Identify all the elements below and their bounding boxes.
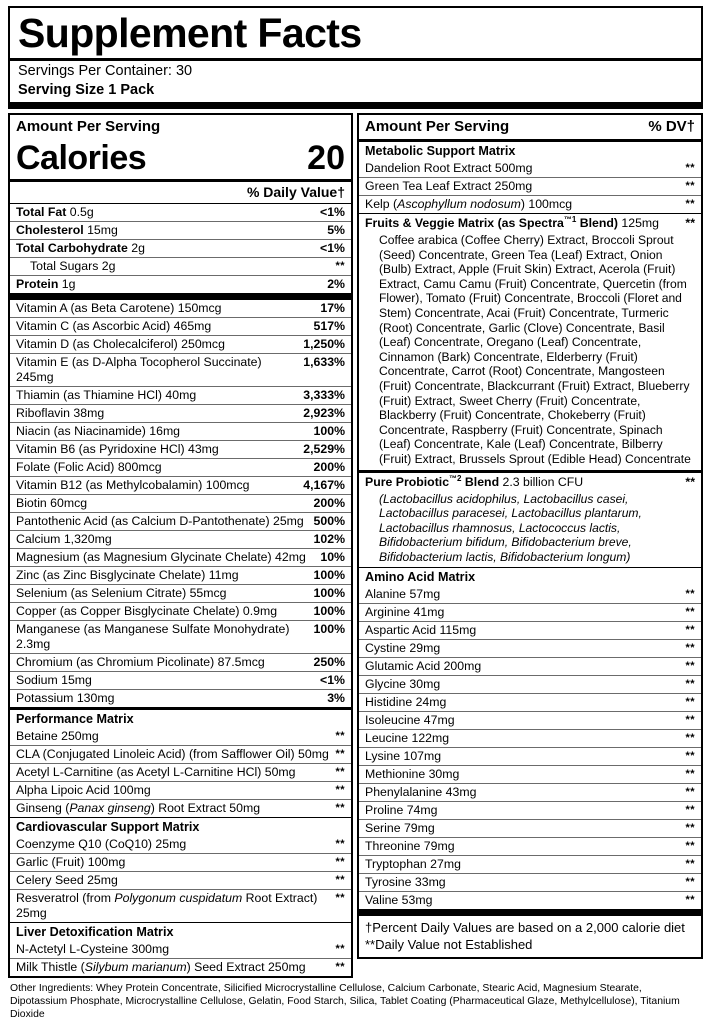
serving-size: Serving Size 1 Pack [18,82,155,98]
nutrient-daily-value: 2,923% [303,406,345,420]
nutrient-row [10,782,351,799]
nutrient-name: Tyrosine 33mg [365,875,446,890]
nutrient-name: CLA (Conjugated Linoleic Acid) (from Safflower Oil) 50mg [16,747,329,761]
nutrient-row [10,477,351,494]
right-column [357,113,703,959]
nutrient-daily-value: ** [685,198,695,210]
nutrient-name: Vitamin E (as D-Alpha Tocopherol Succinate) 245mg [16,355,262,384]
nutrient-row [10,336,351,353]
liver-matrix-title: Liver Detoxification Matrix [16,925,174,939]
nutrient-row [10,549,351,566]
nutrient-daily-value: ** [685,660,695,673]
nutrient-name: Celery Seed 25mg [16,873,118,887]
nutrient-name: Niacin (as Niacinamide) 16mg [16,424,181,438]
nutrient-daily-value: ** [685,822,695,835]
nutrient-daily-value: ** [685,876,695,889]
nutrient-name: Pantothenic Acid (as Calcium D-Pantothenate) 25mg [16,514,304,528]
nutrient-row [10,240,351,257]
nutrient-row [359,874,701,891]
nutrient-row [359,730,701,747]
fruits-veggie-matrix [359,214,701,470]
calories-row [10,139,351,179]
nutrient-name: Zinc (as Zinc Bisglycinate Chelate) 11mg [16,568,239,582]
calories-label: Calories [16,139,147,177]
nutrient-daily-value: ** [335,260,345,272]
nutrient-row [10,959,351,976]
amino-acid-list [359,586,701,909]
nutrient-row [10,405,351,422]
nutrient-name: Dandelion Root Extract 500mg [365,161,533,175]
nutrient-name: Aspartic Acid 115mg [365,623,477,638]
footnote-dv-not-established: **Daily Value not Established [365,937,533,953]
nutrient-row [359,640,701,657]
nutrient-row [10,513,351,530]
nutrient-daily-value: ** [335,748,345,760]
nutrient-row [10,621,351,653]
nutrient-name: Folate (Folic Acid) 800mcg [16,460,162,474]
nutrient-daily-value: ** [685,804,695,817]
header-bottom-bar [8,102,703,109]
nutrient-name: Magnesium (as Magnesium Glycinate Chelate) 42mg [16,550,306,564]
nutrient-row [10,585,351,602]
nutrient-daily-value: ** [685,786,695,799]
nutrient-daily-value: 2,529% [303,442,345,456]
nutrient-name: Acetyl L-Carnitine (as Acetyl L-Carnitine HCl) 50mg [16,765,296,779]
nutrient-daily-value: 500% [313,514,345,528]
nutrient-name: Manganese (as Manganese Sulfate Monohydrate) 2.3mg [16,622,290,651]
nutrient-name: Betaine 250mg [16,729,99,743]
nutrient-name: Vitamin B12 (as Methylcobalamin) 100mcg [16,478,250,492]
nutrient-daily-value: ** [685,696,695,709]
nutrient-row [359,694,701,711]
nutrient-daily-value: 3,333% [303,388,345,402]
nutrient-name: Resveratrol (from Polygonum cuspidatum Root Extract) 25mg [16,891,318,920]
nutrient-name: Tryptophan 27mg [365,857,461,872]
nutrient-name: Total Sugars 2g [30,259,116,273]
nutrient-daily-value: 5% [327,223,345,237]
macros-bottom-bar [10,293,351,300]
nutrient-daily-value: ** [335,856,345,868]
nutrient-row [359,178,701,195]
nutrient-daily-value: 102% [313,532,345,546]
nutrient-row [10,890,351,922]
nutrient-daily-value: ** [335,838,345,850]
nutrient-row [10,318,351,335]
nutrient-row [10,531,351,548]
nutrient-daily-value: 1,633% [303,355,345,369]
nutrient-row [359,622,701,639]
nutrient-name: Total Fat 0.5g [16,205,94,219]
cardio-matrix-list [10,836,351,922]
nutrient-daily-value: <1% [320,205,345,219]
nutrient-row [359,196,701,213]
nutrient-name: Methionine 30mg [365,767,460,782]
nutrient-row [10,258,351,275]
left-column [8,113,353,978]
nutrient-row [359,676,701,693]
nutrient-daily-value: 10% [320,550,345,564]
nutrient-daily-value: ** [685,180,695,192]
nutrient-name: Leucine 122mg [365,731,450,746]
nutrient-row [359,604,701,621]
nutrient-row [10,764,351,781]
nutrient-name: Potassium 130mg [16,691,115,705]
nutrient-row [359,892,701,909]
nutrient-daily-value: <1% [320,673,345,687]
nutrient-daily-value: ** [335,892,345,904]
nutrient-row [10,872,351,889]
nutrient-name: Arginine 41mg [365,605,445,620]
nutrient-row [10,300,351,317]
cardio-matrix-title: Cardiovascular Support Matrix [16,820,200,834]
nutrient-row [359,838,701,855]
nutrient-name: Proline 74mg [365,803,438,818]
nutrient-row [10,854,351,871]
nutrient-row [10,672,351,689]
footnote-daily-values: †Percent Daily Values are based on a 2,000 calorie diet [365,920,685,936]
right-dv-label: % DV† [648,118,695,135]
nutrient-name: Selenium (as Selenium Citrate) 55mcg [16,586,227,600]
nutrient-row [10,690,351,707]
nutrient-daily-value: ** [685,588,695,601]
right-amount-per-serving-header [359,115,701,139]
performance-matrix-title: Performance Matrix [16,712,134,726]
nutrient-daily-value: 200% [313,496,345,510]
nutrient-row [10,204,351,221]
nutrient-row [10,387,351,404]
fruits-veggie-title: Fruits & Veggie Matrix (as Spectra$^{™1}$ Blend) 125mg [365,214,660,230]
pure-probiotic-ingredients: (Lactobacillus acidophilus, Lactobacillus casei, Lactobacillus paracesei, Lactobacillus plantarum, Lactobacillus rhamnosus, Lactococcus lactis, Bifidobacterium bifidum, Bifidobacterium breve, Bifidobacterium lactis, Bifidobacterium longum) [379,491,642,564]
nutrient-row [359,748,701,765]
nutrient-daily-value: 100% [313,604,345,618]
nutrient-name: Lysine 107mg [365,749,442,764]
calories-value: 20 [307,139,345,177]
nutrient-row [10,941,351,958]
nutrient-daily-value: ** [335,802,345,814]
nutrient-daily-value: ** [685,162,695,174]
nutrient-name: Threonine 79mg [365,839,455,854]
nutrient-daily-value: <1% [320,241,345,255]
nutrient-row [10,800,351,817]
nutrient-daily-value: 517% [313,319,345,333]
fruits-veggie-daily-value: ** [685,216,695,230]
servings-per-container: Servings Per Container: 30 [18,63,193,79]
amino-bottom-bar [359,909,701,916]
nutrient-name: Alpha Lipoic Acid 100mg [16,783,151,797]
nutrient-row [359,802,701,819]
footnotes [359,916,701,957]
nutrient-row [359,856,701,873]
nutrient-row [10,222,351,239]
nutrient-daily-value: ** [335,784,345,796]
nutrient-daily-value: 4,167% [303,478,345,492]
liver-matrix-list [10,941,351,976]
nutrient-daily-value: 100% [313,424,345,438]
nutrient-daily-value: ** [335,766,345,778]
nutrient-row [359,712,701,729]
nutrient-name: Vitamin C (as Ascorbic Acid) 465mg [16,319,212,333]
pure-probiotic-header [359,473,701,491]
nutrient-name: Serine 79mg [365,821,435,836]
fruits-veggie-ingredients: Coffee arabica (Coffee Cherry) Extract, Broccoli Sprout (Seed) Concentrate, Green Tea (Leaf) Extract, Onion (Bulb) Extract, Apple (Fruit Skin) Extract, Acerola (Fruit) Extract, Camu Camu (Fruit) Concentrate, Quercetin (from Flower), Tomato (Fruit) Concentrate, Broccoli (Floret and Stem) Concentrate, Acai (Fruit) Concentrate, Turmeric (Root) Concentrate, Garlic (Clove) Concentrate, Basil (Leaf) Concentrate, Oregano (Leaf) Concentrate, Cinnamon (Bark) Concentrate, Elderberry (Fruit) Concentrate, Carrot (Root) Concentrate, Mangosteen (Fruit) Concentrate, Blackcurrant (Fruit) Extract, Blueberry (Fruit) Extract, Sweet Cherry (Fruit) Concentrate, Blackberry (Fruit) Concentrate, Chokeberry (Fruit) Concentrate, Raspberry (Fruit) Concentrate, Spinach (Leaf) Concentrate, Kale (Leaf) Concentrate, Bilberry (Fruit) Extract, Brussels Sprout (Edible Head) Concentrate [379,233,691,466]
nutrient-name: Calcium 1,320mg [16,532,112,546]
macros-list [10,204,351,293]
nutrient-daily-value: 2% [327,277,345,291]
nutrient-daily-value: ** [685,768,695,781]
nutrient-name: Vitamin D (as Cholecalciferol) 250mcg [16,337,225,351]
nutrient-daily-value: ** [685,714,695,727]
nutrient-name: Green Tea Leaf Extract 250mg [365,179,533,193]
metabolic-matrix-list [359,160,701,213]
nutrient-row [359,820,701,837]
nutrient-row [10,567,351,584]
nutrient-name: Phenylalanine 43mg [365,785,477,800]
nutrient-name: Chromium (as Chromium Picolinate) 87.5mcg [16,655,265,669]
right-aps-label: Amount Per Serving [365,118,510,135]
nutrient-daily-value: ** [335,943,345,955]
nutrient-row [10,654,351,671]
nutrient-daily-value: ** [685,678,695,691]
nutrient-row [10,354,351,386]
nutrient-name: Riboflavin 38mg [16,406,105,420]
nutrient-name: Biotin 60mcg [16,496,88,510]
amino-acid-matrix-title: Amino Acid Matrix [365,570,476,585]
nutrient-row [10,728,351,745]
nutrient-name: Vitamin B6 (as Pyridoxine HCl) 43mg [16,442,219,456]
nutrient-name: Thiamin (as Thiamine HCl) 40mg [16,388,197,402]
metabolic-matrix-title: Metabolic Support Matrix [365,144,516,158]
nutrient-row [359,784,701,801]
page-title: Supplement Facts [18,10,362,56]
nutrient-daily-value: 100% [313,622,345,636]
nutrient-name: Total Carbohydrate 2g [16,241,145,255]
pure-probiotic-daily-value: ** [685,474,695,489]
nutrient-daily-value: ** [335,730,345,742]
nutrient-name: N-Actetyl L-Cysteine 300mg [16,942,170,956]
nutrient-daily-value: ** [685,840,695,853]
nutrient-name: Valine 53mg [365,893,433,908]
pure-probiotic-title: Pure Probiotic$^{™2}$ Blend 2.3 billion CFU [365,473,584,489]
nutrient-name: Sodium 15mg [16,673,92,687]
nutrient-name: Copper (as Copper Bisglycinate Chelate) 0.9mg [16,604,278,618]
nutrient-daily-value: ** [685,858,695,871]
nutrient-name: Histidine 24mg [365,695,447,710]
nutrient-daily-value: ** [335,874,345,886]
nutrient-name: Alanine 57mg [365,587,441,602]
nutrient-name: Milk Thistle (Silybum marianum) Seed Extract 250mg [16,960,306,974]
left-aps-label: Amount Per Serving [16,118,161,135]
performance-matrix-list [10,728,351,817]
nutrient-daily-value: 250% [313,655,345,669]
label-header [8,6,703,102]
nutrient-name: Vitamin A (as Beta Carotene) 150mcg [16,301,222,315]
nutrient-daily-value: ** [685,606,695,619]
nutrient-name: Cholesterol 15mg [16,223,118,237]
nutrient-row [10,836,351,853]
nutrient-daily-value: ** [685,750,695,763]
nutrient-name: Glutamic Acid 200mg [365,659,482,674]
left-amount-per-serving-header [10,115,351,139]
nutrient-row [359,658,701,675]
nutrient-row [10,459,351,476]
nutrient-daily-value: ** [335,961,345,973]
nutrient-name: Coenzyme Q10 (CoQ10) 25mg [16,837,187,851]
label-columns [8,113,703,978]
nutrient-daily-value: ** [685,642,695,655]
nutrient-row [10,423,351,440]
nutrient-daily-value: ** [685,894,695,907]
nutrient-daily-value: 200% [313,460,345,474]
nutrient-row [10,441,351,458]
other-ingredients: Other Ingredients: Whey Protein Concentrate, Silicified Microcrystalline Cellulose, Calcium Carbonate, Stearic Acid, Magnesium Stearate, Dipotassium Phosphate, Microcrystalline Cellulose, Gelatin, Food Starch, Silica, Tablet Coating (Pharmaceutical Glaze, Methylcellulose), Titanium Dioxide [10,983,680,1021]
nutrient-name: Ginseng (Panax ginseng) Root Extract 50mg [16,801,261,815]
nutrient-row [359,160,701,177]
nutrient-daily-value: 100% [313,586,345,600]
nutrient-daily-value: ** [685,732,695,745]
nutrient-name: Cystine 29mg [365,641,441,656]
daily-value-header: % Daily Value† [246,184,345,200]
nutrient-daily-value: 17% [320,301,345,315]
fruits-veggie-header [359,214,701,232]
nutrient-name: Garlic (Fruit) 100mg [16,855,126,869]
nutrient-row [10,276,351,293]
nutrient-name: Kelp (Ascophyllum nodosum) 100mcg [365,197,573,211]
nutrient-row [10,603,351,620]
nutrient-row [359,586,701,603]
nutrient-daily-value: 100% [313,568,345,582]
nutrient-daily-value: 3% [327,691,345,705]
nutrient-name: Glycine 30mg [365,677,441,692]
vitamins-list [10,300,351,707]
nutrient-name: Protein 1g [16,277,76,291]
nutrient-name: Isoleucine 47mg [365,713,455,728]
nutrient-row [359,766,701,783]
pure-probiotic-blend [359,473,701,568]
nutrient-row [10,746,351,763]
nutrient-row [10,495,351,512]
nutrient-daily-value: 1,250% [303,337,345,351]
nutrient-daily-value: ** [685,624,695,637]
